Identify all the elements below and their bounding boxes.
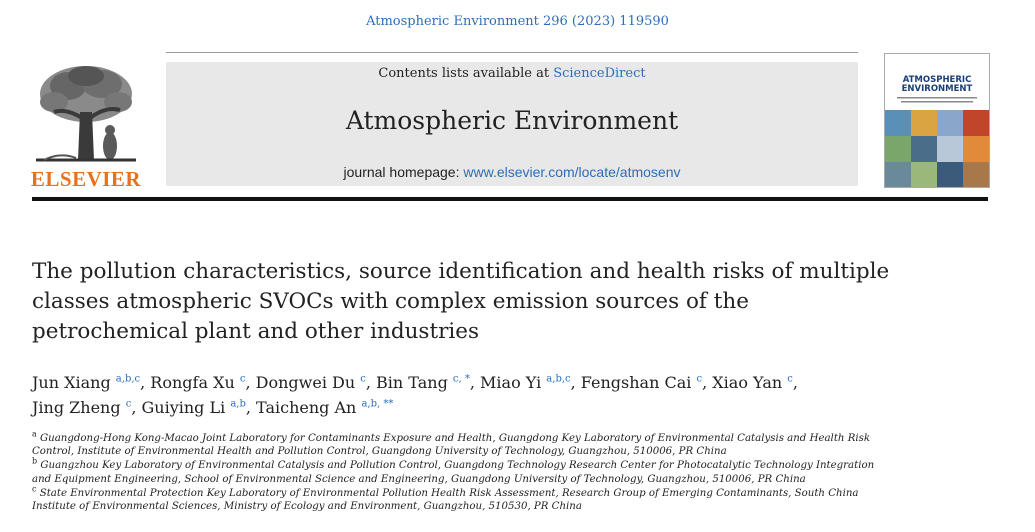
affiliation-text: State Environmental Protection Key Laboratory of Environmental Pollution Health Risk Assessment, Research Group of Emerging Contaminants, South China Institute of Environmental Sciences, Ministry of Ecology and Environment, Guangzhou, 510530, PR China [32,487,859,513]
affiliation-text: Guangzhou Key Laboratory of Environmental Catalysis and Pollution Control, Guangdong Technology Research Center for Photocatalytic Technology Integration and Equipment Engineering, School of Environmental Science and Engineering, Guangdong University of Technology, Guangzhou, 510006, PR China [32,460,875,485]
author-name[interactable]: Dongwei Du [255,373,356,392]
author-name[interactable]: Fengshan Cai [580,373,692,392]
cover-image-mosaic [885,110,989,187]
contents-label: Contents lists available at [378,66,554,81]
journal-banner [166,62,858,186]
affiliation-text: Guangdong-Hong Kong-Macao Joint Laboratory for Contaminants Exposure and Health, Guangdong Key Laboratory of Environmental Catalysis and Health Risk Control, Institute of Environmental Health and Pollution Control, Guangdong University of Technology, Guangzhou, 510006, PR China [32,433,871,458]
cover-title [889,76,985,94]
homepage-label: journal homepage: [343,164,464,180]
affiliation-item [32,429,882,458]
author-affiliation-mark[interactable]: c, * [452,373,470,385]
author-separator: , [140,373,151,392]
author-separator: , [570,373,581,392]
author-affiliation-mark[interactable]: a,b,c [546,373,571,385]
top-divider [166,52,858,53]
author-affiliation-mark[interactable]: a,b, ** [361,398,394,410]
sciencedirect-link[interactable]: ScienceDirect [553,66,646,81]
author-name[interactable]: Jing Zheng [32,398,121,417]
header-thick-rule [32,197,988,201]
author-affiliation-mark[interactable]: a,b [230,398,246,410]
affiliation-item [32,459,882,485]
author-affiliation-mark[interactable]: c [360,373,366,385]
author-name[interactable]: Bin Tang [376,373,448,392]
cover-subtitle-lines [891,96,983,106]
article-title: The pollution characteristics, source identification and health risks of multiple classes atmospheric SVOCs with complex emission sources of the petrochemical plant and other industries [32,259,890,344]
author-separator: , [245,373,256,392]
author-affiliation-mark[interactable]: c [125,398,132,410]
journal-name: Atmospheric Environment [345,106,679,135]
affiliation-mark: b [32,457,38,467]
journal-cover[interactable] [884,53,990,188]
cover-title-line1: ATMOSPHERIC [902,75,972,85]
author-name[interactable]: Guiying Li [141,398,226,417]
running-head: Atmospheric Environment 296 (2023) 119590 [366,14,669,29]
author-name[interactable]: Jun Xiang [32,373,111,392]
author-affiliation-mark[interactable]: c [239,373,246,385]
author-name[interactable]: Miao Yi [480,373,542,392]
author-name[interactable]: Taicheng An [256,398,357,417]
affiliation-list [32,429,882,514]
contents-line [166,66,858,81]
author-separator: , [792,373,798,392]
author-affiliation-mark[interactable]: a,b,c [115,373,141,385]
author-name[interactable]: Xiao Yan [712,373,783,392]
author-separator: , [469,373,481,392]
author-separator: , [702,373,713,392]
affiliation-item [32,484,882,513]
author-list [32,370,912,420]
publisher-wordmark: ELSEVIER [30,167,142,191]
author-affiliation-mark[interactable]: c [787,373,793,385]
affiliation-mark: c [32,484,37,494]
author-separator: , [365,373,377,392]
homepage-link[interactable]: www.elsevier.com/locate/atmosenv [463,164,681,180]
author-name[interactable]: Rongfa Xu [150,373,235,392]
author-affiliation-mark[interactable]: c [696,373,703,385]
cover-title-line2: ENVIRONMENT [901,84,973,94]
author-separator: , [131,398,142,417]
affiliation-mark: a [32,429,37,439]
homepage-line [166,164,858,180]
author-separator: , [245,398,257,417]
